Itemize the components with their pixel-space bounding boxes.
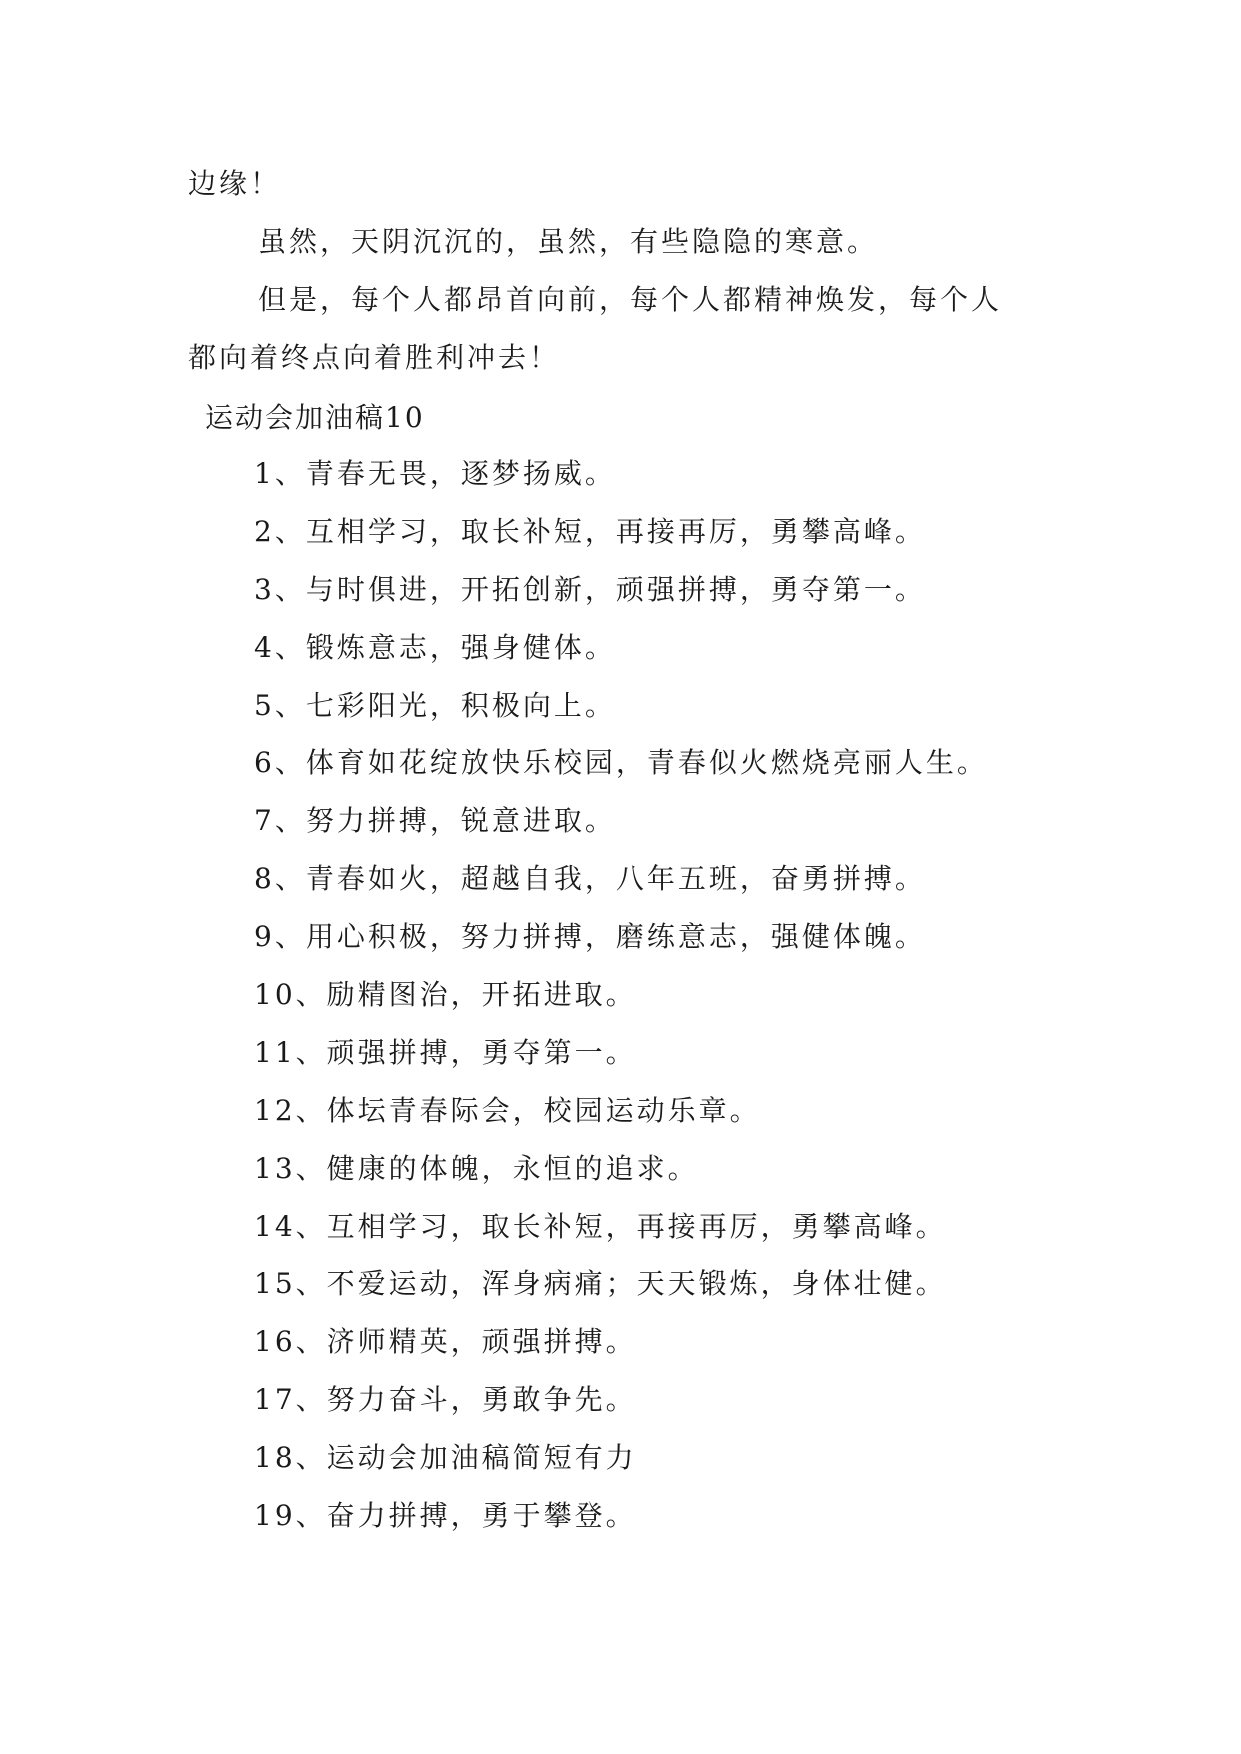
paragraph-line: 都向着终点向着胜利冲去！ — [188, 341, 561, 374]
list-item: 10、励精图治，开拓进取。 — [254, 978, 637, 1012]
list-item: 12、体坛青春际会，校园运动乐章。 — [254, 1093, 761, 1127]
list-item: 1、青春无畏，逐梦扬威。 — [254, 457, 616, 490]
paragraph-line: 但是，每个人都昂首向前，每个人都精神焕发，每个人 — [258, 283, 1003, 316]
list-item: 16、济师精英，顽强拼搏。 — [254, 1325, 637, 1359]
list-item: 14、互相学习，取长补短，再接再厉，勇攀高峰。 — [254, 1209, 947, 1243]
list-item: 11、顽强拼搏，勇夺第一。 — [254, 1035, 637, 1069]
slogan-list — [254, 454, 988, 1554]
list-item: 3、与时俱进，开拓创新，顽强拼搏，勇夺第一。 — [254, 572, 926, 606]
list-item: 13、健康的体魄，永恒的追求。 — [254, 1151, 699, 1185]
section-heading: 运动会加油稿10 — [205, 401, 425, 434]
list-item: 5、七彩阳光，积极向上。 — [254, 688, 616, 722]
list-item: 15、不爱运动，浑身病痛；天天锻炼，身体壮健。 — [254, 1267, 947, 1301]
list-item: 7、努力拼搏，锐意进取。 — [254, 804, 616, 838]
list-item: 2、互相学习，取长补短，再接再厉，勇攀高峰。 — [254, 514, 926, 548]
list-item: 4、锻炼意志，强身健体。 — [254, 630, 616, 664]
list-item: 19、奋力拼搏，勇于攀登。 — [254, 1499, 637, 1533]
list-item: 9、用心积极，努力拼搏，磨练意志，强健体魄。 — [254, 920, 926, 954]
list-item: 8、青春如火，超越自我，八年五班，奋勇拼搏。 — [254, 862, 926, 896]
list-item: 18、运动会加油稿简短有力 — [254, 1441, 637, 1475]
list-item: 6、体育如花绽放快乐校园，青春似火燃烧亮丽人生。 — [254, 746, 988, 780]
list-item: 17、努力奋斗，勇敢争先。 — [254, 1383, 637, 1417]
paragraph-line: 虽然，天阴沉沉的，虽然，有些隐隐的寒意。 — [258, 225, 879, 258]
paragraph-line: 边缘！ — [188, 167, 282, 200]
